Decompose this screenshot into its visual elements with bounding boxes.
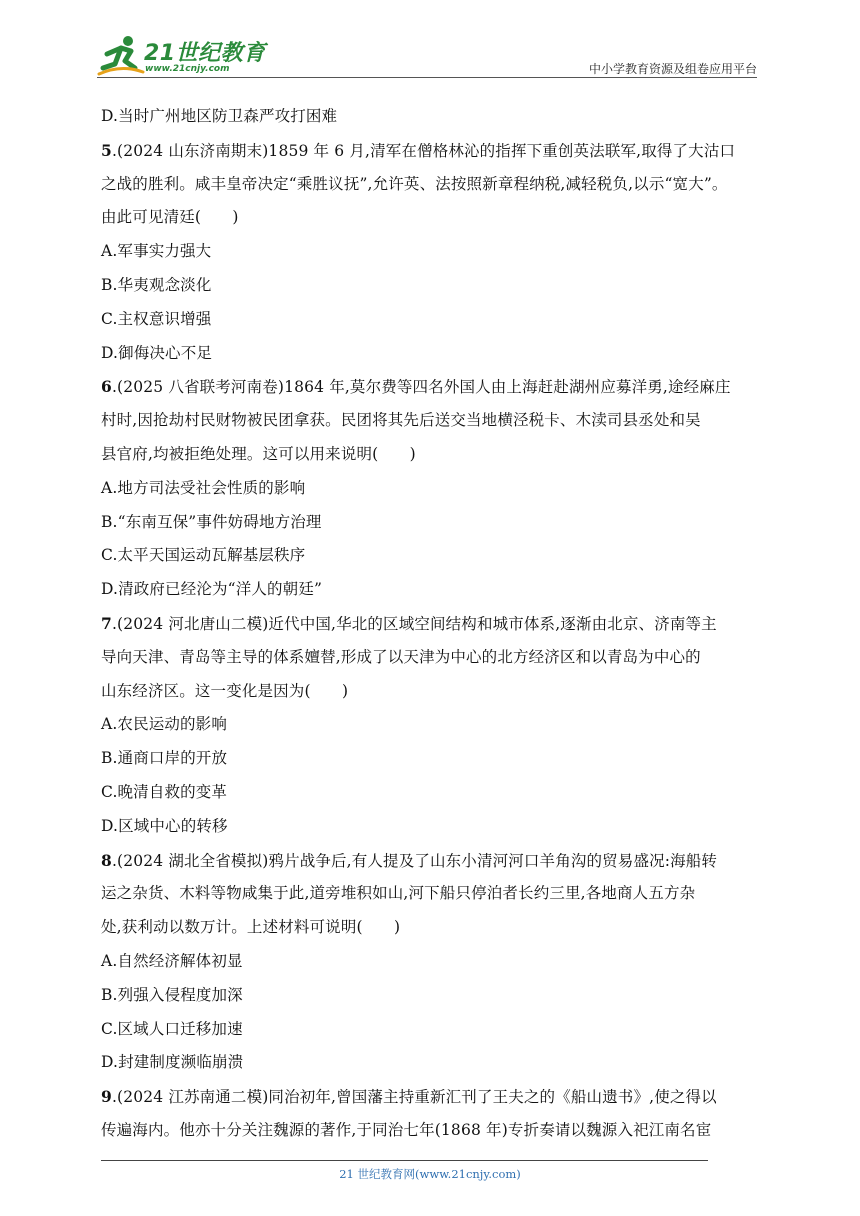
- text-line: [101, 979, 773, 1013]
- line-text: C.太平天国运动瓦解基层秩序: [101, 546, 306, 565]
- line-text: .(2024 江苏南通二模)同治初年,曾国藩主持重新汇刊了王夫之的《船山遗书》,使之得以: [111, 1088, 717, 1107]
- line-text: 村时,因抢劫村民财物被民团拿获。民团将其先后送交当地横泾税卡、木渎司县丞处和吴: [101, 411, 701, 430]
- logo-text: 21世纪教育: [144, 41, 266, 66]
- line-text: C.区域人口迁移加速: [101, 1019, 243, 1038]
- line-text: 由此可见清廷( ): [101, 208, 239, 227]
- line-text: D.御侮决心不足: [101, 343, 213, 362]
- text-line: [101, 1114, 773, 1148]
- question-line-9: [101, 1080, 773, 1114]
- question-line-5: [101, 134, 773, 168]
- text-line: [101, 539, 773, 573]
- line-text: B.“东南互保”事件妨碍地方治理: [101, 512, 322, 531]
- text-line: [101, 269, 773, 303]
- header-divider: [97, 77, 757, 78]
- line-text: C.主权意识增强: [101, 309, 212, 328]
- question-number: 7: [101, 613, 112, 633]
- line-text: 之战的胜利。咸丰皇帝决定“乘胜议抚”,允许英、法按照新章程纳税,减轻税负,以示“宽大”。: [101, 174, 728, 193]
- text-line: [101, 235, 773, 269]
- line-text: D.封建制度濒临崩溃: [101, 1053, 244, 1072]
- text-line: [101, 1013, 773, 1047]
- question-number: 8: [101, 850, 112, 870]
- footer-divider: [101, 1160, 708, 1161]
- line-text: 山东经济区。这一变化是因为( ): [101, 681, 349, 700]
- text-line: [101, 573, 773, 607]
- text-line: [101, 472, 773, 506]
- line-text: A.地方司法受社会性质的影响: [101, 478, 306, 497]
- site-logo: [97, 34, 267, 76]
- line-text: A.自然经济解体初显: [101, 951, 243, 970]
- question-number: 9: [101, 1087, 112, 1107]
- text-line: [101, 776, 773, 810]
- line-text: D.当时广州地区防卫森严攻打困难: [101, 107, 338, 125]
- text-line: [101, 810, 773, 844]
- line-text: D.清政府已经沦为“洋人的朝廷”: [101, 580, 323, 599]
- line-text: 导向天津、青岛等主导的体系嬗替,形成了以天津为中心的北方经济区和以青岛为中心的: [101, 647, 701, 666]
- line-text: B.华夷观念淡化: [101, 275, 212, 294]
- line-text: 运之杂货、木料等物咸集于此,道旁堆积如山,河下船只停泊者长约三里,各地商人五方杂: [101, 884, 696, 903]
- line-text: C.晚清自救的变革: [101, 782, 228, 801]
- logo-url: www.21cnjy.com: [145, 64, 230, 74]
- footer-source: 21 世纪教育网(www.21cnjy.com): [339, 1167, 521, 1181]
- line-text: D.区域中心的转移: [101, 816, 228, 835]
- question-line-8: [101, 844, 773, 878]
- line-text: 处,获利动以数万计。上述材料可说明( ): [101, 918, 401, 937]
- question-number: 6: [101, 377, 112, 397]
- text-line: [101, 945, 773, 979]
- text-line: [101, 168, 773, 202]
- platform-name: 中小学教育资源及组卷应用平台: [588, 62, 757, 76]
- line-text: .(2024 湖北全省模拟)鸦片战争后,有人提及了山东小清河河口羊角沟的贸易盛况:海船转: [111, 851, 718, 870]
- line-text: A.农民运动的影响: [101, 715, 227, 734]
- text-line: [101, 438, 773, 472]
- page-header: [97, 30, 757, 80]
- line-text: 传遍海内。他亦十分关注魏源的著作,于同治七年(1868 年)专折奏请以魏源入祀江南名宦: [101, 1120, 712, 1139]
- line-text: .(2024 山东济南期末)1859 年 6 月,清军在僧格林沁的指挥下重创英法联军,取得了大沽口: [111, 141, 736, 160]
- text-line: [101, 303, 773, 337]
- question-number: 5: [101, 140, 112, 160]
- question-content: [101, 100, 773, 1148]
- line-text: A.军事实力强大: [101, 242, 212, 261]
- question-line-7: [101, 607, 773, 641]
- text-line: [101, 1046, 773, 1080]
- text-line: [101, 675, 773, 709]
- text-line: [101, 100, 773, 134]
- line-text: 县官府,均被拒绝处理。这可以用来说明( ): [101, 444, 416, 463]
- line-text: .(2025 八省联考河南卷)1864 年,莫尔费等四名外国人由上海赶赴湖州应募洋勇,途经麻庄: [111, 378, 731, 397]
- line-text: B.通商口岸的开放: [101, 749, 228, 768]
- text-line: [101, 877, 773, 911]
- line-text: B.列强入侵程度加深: [101, 985, 243, 1004]
- runner-logo-icon: [97, 34, 145, 78]
- text-line: [101, 708, 773, 742]
- text-line: [101, 404, 773, 438]
- text-line: [101, 911, 773, 945]
- text-line: [101, 201, 773, 235]
- text-line: [101, 337, 773, 371]
- text-line: [101, 506, 773, 540]
- line-text: .(2024 河北唐山二模)近代中国,华北的区域空间结构和城市体系,逐渐由北京、济南等主: [111, 614, 717, 633]
- text-line: [101, 641, 773, 675]
- text-line: [101, 742, 773, 776]
- question-line-6: [101, 370, 773, 404]
